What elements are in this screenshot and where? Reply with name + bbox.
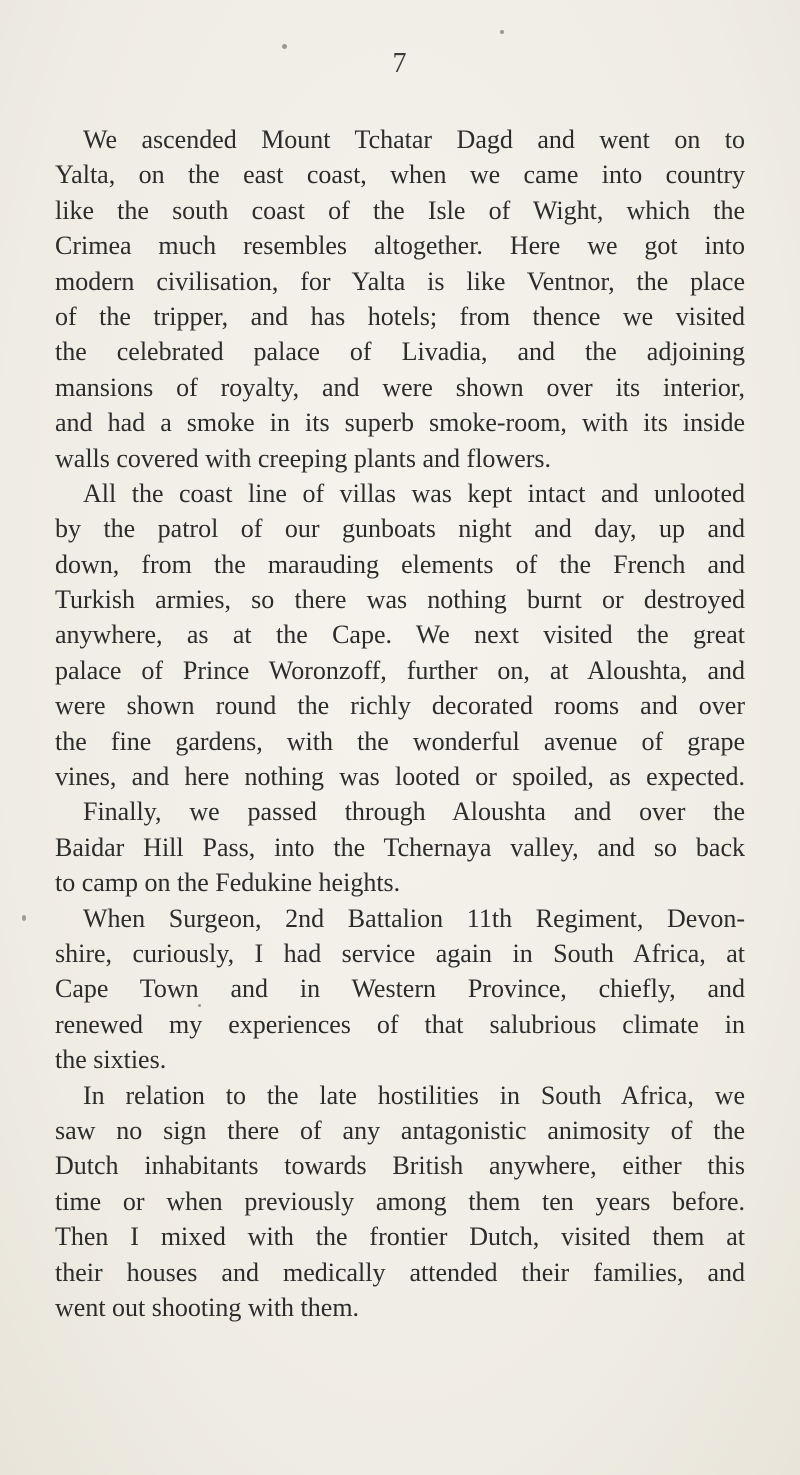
text-line: anywhere, as at the Cape. We next visited the great	[55, 620, 745, 650]
text-line: vines, and here nothing was looted or spoiled, as expected.	[55, 762, 745, 792]
text-line: walls covered with creeping plants and flowers.	[55, 443, 552, 473]
text-line: saw no sign there of any antagonistic animosity of the	[55, 1115, 745, 1145]
paper-speck	[22, 915, 26, 921]
text-line: were shown round the richly decorated rooms and over	[55, 691, 745, 721]
text-line: their houses and medically attended their families, and	[55, 1257, 745, 1287]
text-line: by the patrol of our gunboats night and day, up and	[55, 514, 745, 544]
text-line: When Surgeon, 2nd Battalion 11th Regiment, Devon-	[83, 903, 745, 933]
text-line: Finally, we passed through Aloushta and over the	[83, 797, 745, 827]
text-line: mansions of royalty, and were shown over its interior,	[55, 372, 745, 402]
text-line: of the tripper, and has hotels; from thence we visited	[55, 301, 745, 331]
text-line: down, from the marauding elements of the French and	[55, 549, 745, 579]
text-line: Yalta, on the east coast, when we came into country	[55, 160, 745, 190]
text-line: time or when previously among them ten years before.	[55, 1186, 745, 1216]
text-line: In relation to the late hostilities in South Africa, we	[83, 1080, 745, 1110]
text-line: like the south coast of the Isle of Wight, which the	[55, 195, 745, 225]
text-line: to camp on the Fedukine heights.	[55, 868, 401, 898]
text-line: Turkish armies, so there was nothing burnt or destroyed	[55, 585, 745, 615]
page-number: 7	[392, 48, 408, 79]
text-line: and had a smoke in its superb smoke-room, with its inside	[55, 408, 745, 438]
text-line: modern civilisation, for Yalta is like Ventnor, the place	[55, 266, 745, 296]
text-line: Then I mixed with the frontier Dutch, visited them at	[55, 1222, 745, 1252]
text-line: We ascended Mount Tchatar Dagd and went on to	[83, 125, 745, 154]
text-line: the sixties.	[55, 1045, 167, 1075]
text-line: All the coast line of villas was kept intact and unlooted	[83, 478, 745, 508]
text-line: went out shooting with them.	[55, 1292, 360, 1322]
text-line: the celebrated palace of Livadia, and the adjoining	[55, 337, 745, 367]
text-line: Dutch inhabitants towards British anywhere, either this	[55, 1151, 745, 1181]
paper-speck	[500, 30, 504, 34]
body-text	[55, 122, 745, 1325]
text-line: renewed my experiences of that salubrious climate in	[55, 1009, 745, 1039]
text-line: shire, curiously, I had service again in South Africa, at	[55, 938, 745, 968]
text-line: palace of Prince Woronzoff, further on, at Aloushta, and	[55, 655, 745, 685]
text-line: Cape Town and in Western Province, chiefly, and	[55, 974, 745, 1004]
text-line: Baidar Hill Pass, into the Tchernaya valley, and so back	[55, 832, 745, 862]
text-line: Crimea much resembles altogether. Here we got into	[55, 231, 745, 261]
text-line: the fine gardens, with the wonderful avenue of grape	[55, 726, 745, 756]
